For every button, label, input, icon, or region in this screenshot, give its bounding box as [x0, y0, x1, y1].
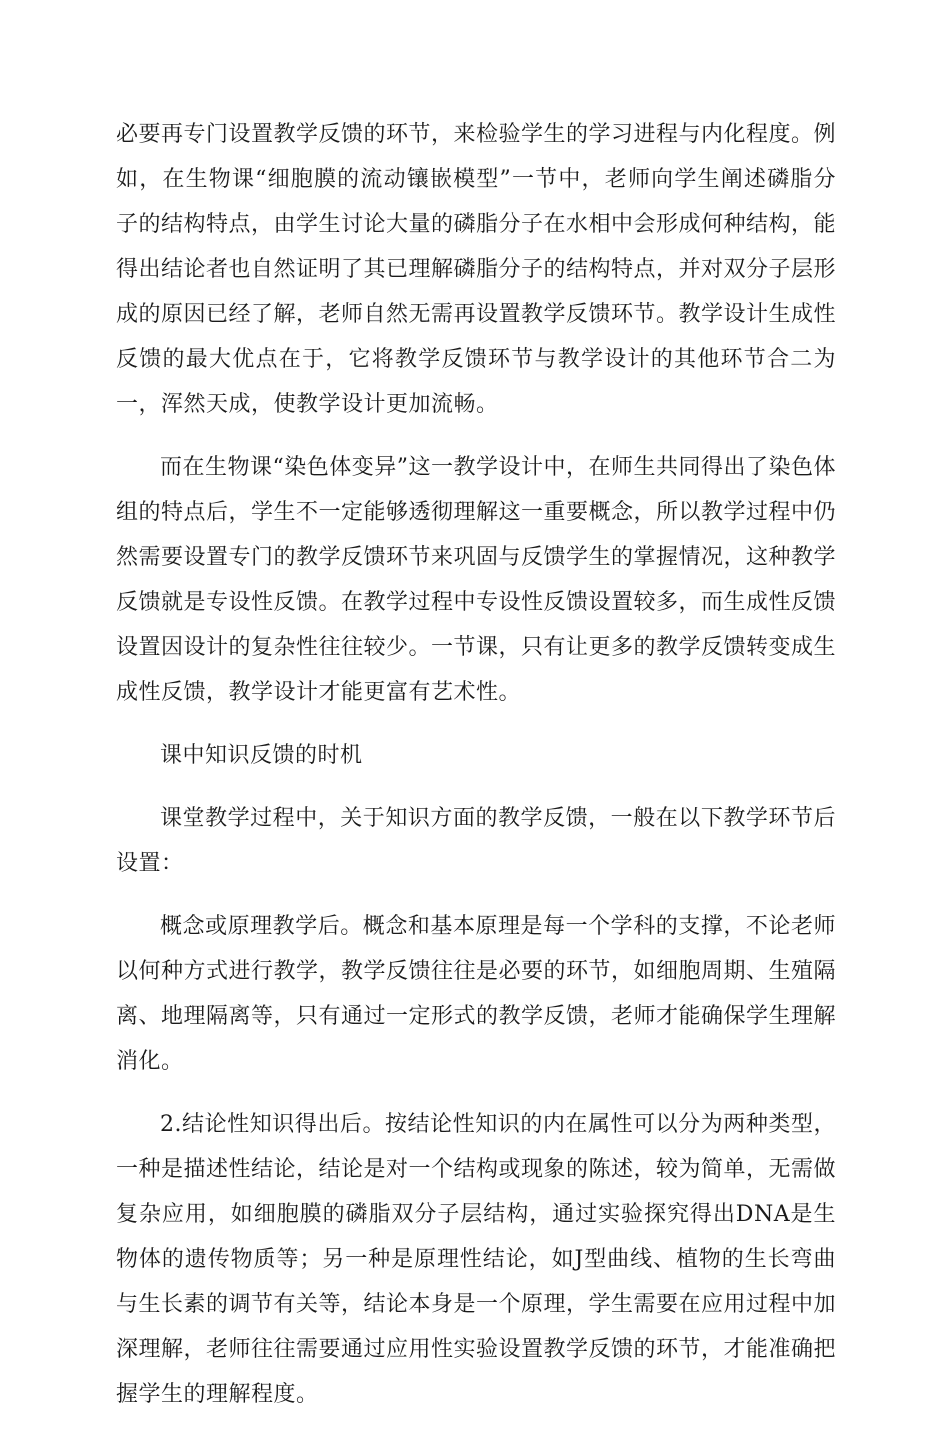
- paragraph-knowledge-feedback-intro: 课堂教学过程中，关于知识方面的教学反馈，一般在以下教学环节后设置：: [116, 806, 836, 876]
- section-heading-feedback-timing: 课中知识反馈的时机: [160, 743, 363, 768]
- paragraph-chromosome-variation: 而在生物课“染色体变异”这一教学设计中，在师生共同得出了染色体组的特点后，学生不一定能够透彻理解这一重要概念，所以教学过程中仍然需要设置专门的教学反馈环节来巩固与反馈学生的掌握情况，这种教学反馈就是专设性反馈。在教学过程中专设性反馈设置较多，而生成性反馈设置因设计的复杂性往往较少。一节课，只有让更多的教学反馈转变成生成性反馈，教学设计才能更富有艺术性。: [116, 455, 837, 705]
- paragraph-concept-principle: 概念或原理教学后。概念和基本原理是每一个学科的支撑，不论老师以何种方式进行教学，教学反馈往往是必要的环节，如细胞周期、生殖隔离、地理隔离等，只有通过一定形式的教学反馈，老师才能确保学生理解消化。: [116, 914, 837, 1074]
- document-page: [116, 112, 836, 1435]
- paragraph-conclusion-knowledge: 2.结论性知识得出后。按结论性知识的内在属性可以分为两种类型，一种是描述性结论，结论是对一个结构或现象的陈述，较为简单，无需做复杂应用，如细胞膜的磷脂双分子层结构，通过实验探究得出DNA是生物体的遗传物质等；另一种是原理性结论，如J型曲线、植物的生长弯曲与生长素的调节有关等，结论本身是一个原理，学生需要在应用过程中加深理解，老师往往需要通过应用性实验设置教学反馈的环节，才能准确把握学生的理解程度。: [116, 1112, 837, 1407]
- paragraph-continuation: 必要再专门设置教学反馈的环节，来检验学生的学习进程与内化程度。例如，在生物课“细胞膜的流动镶嵌模型”一节中，老师向学生阐述磷脂分子的结构特点，由学生讨论大量的磷脂分子在水相中会形成何种结构，能得出结论者也自然证明了其已理解磷脂分子的结构特点，并对双分子层形成的原因已经了解，老师自然无需再设置教学反馈环节。教学设计生成性反馈的最大优点在于，它将教学反馈环节与教学设计的其他环节合二为一，浑然天成，使教学设计更加流畅。: [116, 122, 837, 417]
